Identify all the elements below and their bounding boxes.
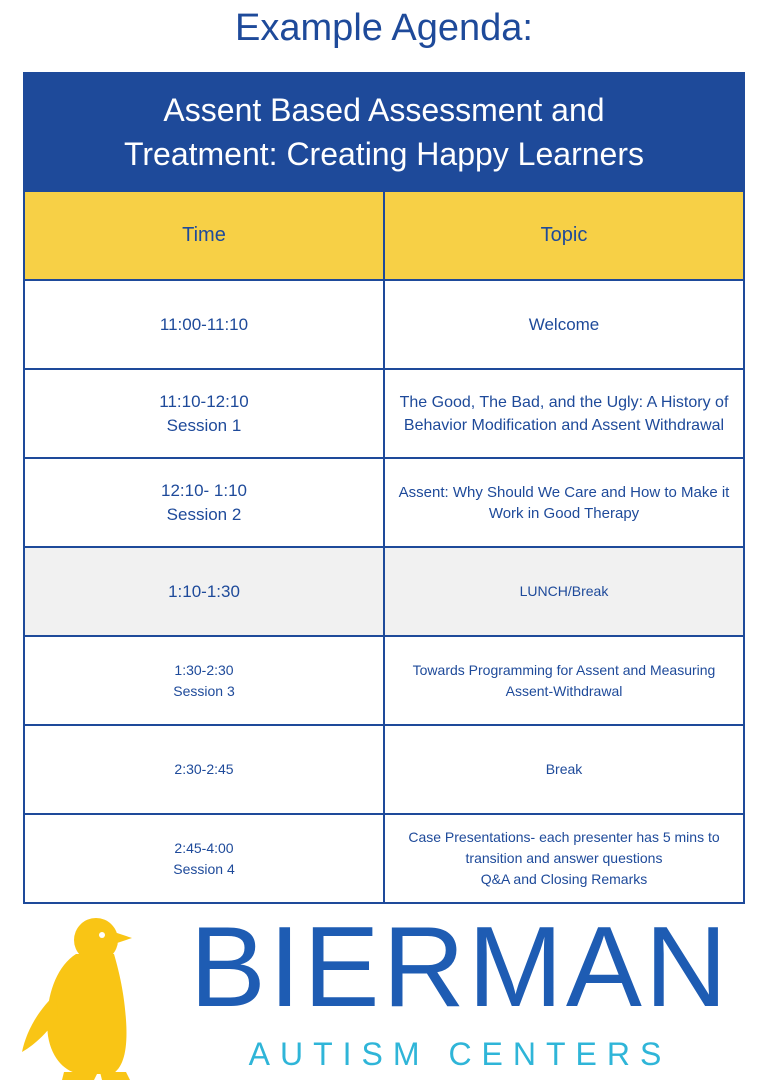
time-text: 1:30-2:30 [174,661,234,678]
time-column-header: Time [25,192,385,279]
topic-cell [385,637,743,724]
table-row [25,813,743,902]
agenda-title [25,74,743,190]
topic-text: Towards Programming for Assent and Measuring [412,661,716,678]
table-row [25,279,743,368]
topic-text: Break [545,761,583,777]
bierman-logo [0,898,768,1086]
session-label: Session 3 [173,682,235,699]
time-text: 12:10- 1:10 [160,480,247,500]
time-cell [25,281,385,368]
topic-cell [385,815,743,902]
time-text: 11:00-11:10 [159,314,249,334]
topic-cell [385,548,743,635]
table-row [25,724,743,813]
topic-text: Work in Good Therapy [488,504,640,522]
topic-text: Case Presentations- each presenter has 5 mins to [408,829,720,845]
topic-cell [385,370,743,457]
agenda-table [23,72,745,904]
topic-cell [385,281,743,368]
penguin-icon [14,908,144,1084]
topic-text: Assent: Why Should We Care and How to Make it [398,483,730,501]
table-row [25,457,743,546]
time-cell [25,459,385,546]
time-cell [25,548,385,635]
time-cell [25,815,385,902]
topic-text: Welcome [528,314,600,334]
time-cell [25,370,385,457]
time-cell [25,637,385,724]
table-row [25,635,743,724]
brand-name: BIERMAN [189,904,731,1031]
topic-column-header: Topic [540,224,588,246]
time-text: 2:30-2:45 [174,761,234,777]
topic-text: Assent-Withdrawal [505,682,623,699]
session-label: Session 1 [166,415,242,435]
session-label: Session 4 [173,860,235,877]
session-label: Session 2 [166,504,242,524]
topic-cell [385,459,743,546]
agenda-title-line-2: Treatment: Creating Happy Learners [124,136,644,172]
topic-text: transition and answer questions [465,850,663,866]
brand-subtitle: AUTISM CENTERS [248,1036,672,1072]
topic-text: Q&A and Closing Remarks [480,871,648,887]
table-header-row [25,190,743,279]
topic-text: LUNCH/Break [519,583,609,599]
table-row [25,368,743,457]
time-text: 1:10-1:30 [168,581,240,601]
time-text: 11:10-12:10 [159,391,249,411]
topic-cell [385,726,743,813]
table-row [25,546,743,635]
time-text: 2:45-4:00 [174,839,234,856]
topic-text: Behavior Modification and Assent Withdrawal [403,416,725,434]
topic-text: The Good, The Bad, and the Ugly: A History of [399,393,729,411]
time-cell [25,726,385,813]
page-heading: Example Agenda: [235,7,533,49]
agenda-title-line-1: Assent Based Assessment and [163,92,605,128]
